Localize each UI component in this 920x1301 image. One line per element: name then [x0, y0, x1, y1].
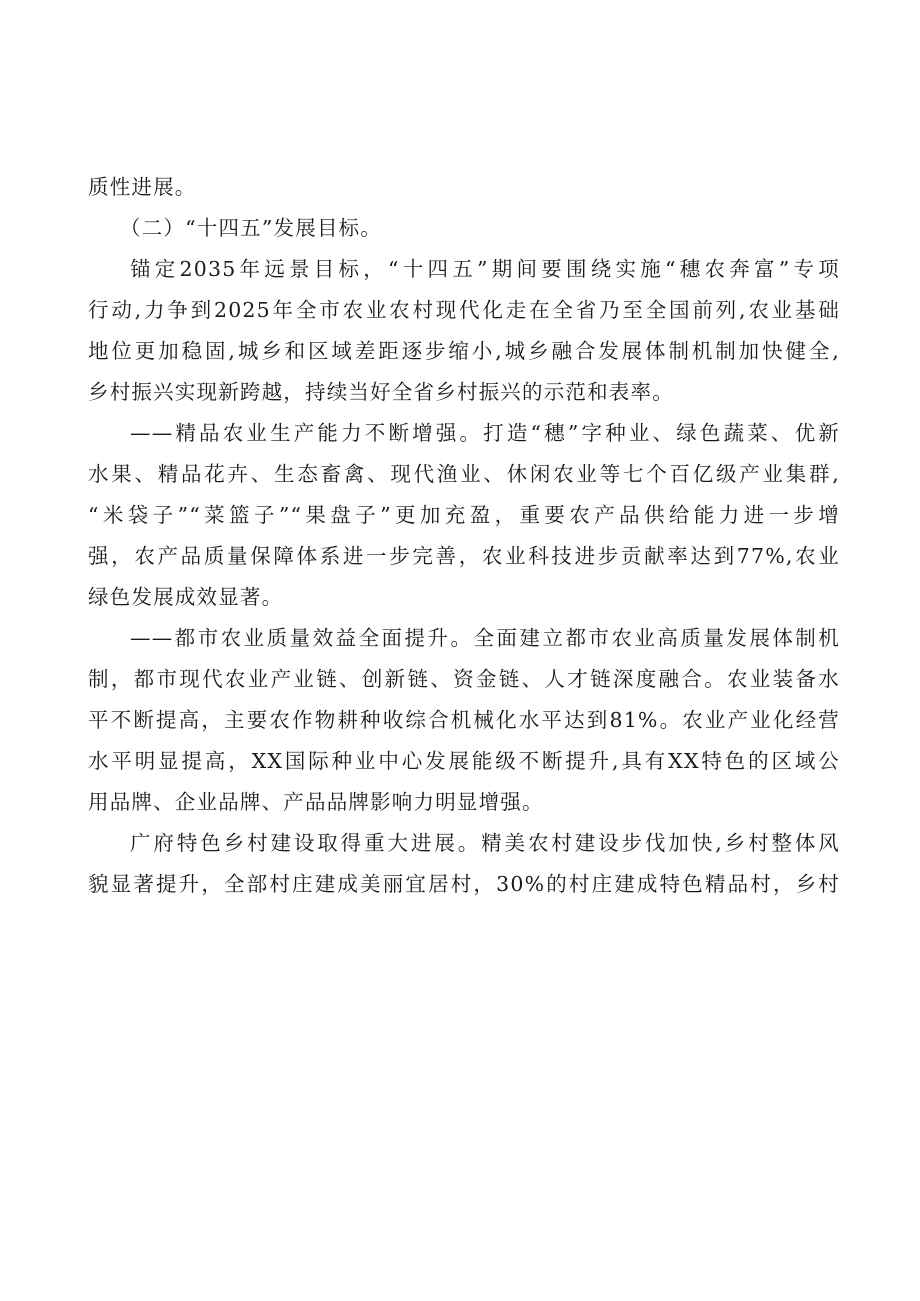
line-text: 乡村振兴实现新跨越，持续当好全省乡村振兴的示范和表率。: [88, 380, 674, 404]
line-text: 用品牌、企业品牌、产品品牌影响力明显增强。: [88, 790, 544, 814]
text-line: [88, 372, 840, 413]
text-line: [88, 167, 840, 208]
text-line: [88, 331, 840, 372]
text-line: [88, 454, 840, 495]
text-line: [88, 864, 840, 905]
line-text: ——都市农业质量效益全面提升。全面建立都市农业高质量发展体制机: [130, 626, 840, 650]
text-line: [88, 290, 840, 331]
line-text: 强，农产品质量保障体系进一步完善，农业科技进步贡献率达到77%,农业: [88, 544, 840, 568]
text-line: [88, 618, 840, 659]
text-line: [88, 741, 840, 782]
text-line: [88, 659, 840, 700]
text-line: [88, 536, 840, 577]
text-line: [88, 413, 840, 454]
text-line: [88, 249, 840, 290]
line-text: 地位更加稳固,城乡和区域差距逐步缩小,城乡融合发展体制机制加快健全,: [88, 339, 840, 363]
line-text: 广府特色乡村建设取得重大进展。精美农村建设步伐加快,乡村整体风: [130, 831, 840, 855]
line-text: ——精品农业生产能力不断增强。打造“穗”字种业、绿色蔬菜、优新: [130, 421, 840, 445]
line-text: 水果、精品花卉、生态畜禽、现代渔业、休闲农业等七个百亿级产业集群,: [88, 462, 840, 486]
text-line: [88, 782, 840, 823]
text-line: [88, 495, 840, 536]
text-line: [88, 577, 840, 618]
text-line: [88, 823, 840, 864]
line-text: 锚定2035年远景目标，“十四五”期间要围绕实施“穗农奔富”专项: [130, 257, 840, 281]
heading-text: （二）“十四五”发展目标。: [120, 216, 383, 240]
text-line: [88, 700, 840, 741]
line-text: 绿色发展成效显著。: [88, 585, 284, 609]
line-text: 水平明显提高，XX国际种业中心发展能级不断提升,具有XX特色的区域公: [88, 749, 840, 773]
line-text: 质性进展。: [88, 175, 197, 199]
line-text: 平不断提高，主要农作物耕种收综合机械化水平达到81%。农业产业化经营: [88, 708, 840, 732]
line-text: “米袋子”“菜篮子”“果盘子”更加充盈，重要农产品供给能力进一步增: [88, 503, 840, 527]
document-body: [88, 167, 840, 905]
line-text: 制，都市现代农业产业链、创新链、资金链、人才链深度融合。农业装备水: [88, 667, 840, 691]
line-text: 行动,力争到2025年全市农业农村现代化走在全省乃至全国前列,农业基础: [88, 298, 840, 322]
section-heading: [88, 208, 840, 249]
line-text: 貌显著提升，全部村庄建成美丽宜居村，30%的村庄建成特色精品村，乡村: [88, 872, 840, 896]
